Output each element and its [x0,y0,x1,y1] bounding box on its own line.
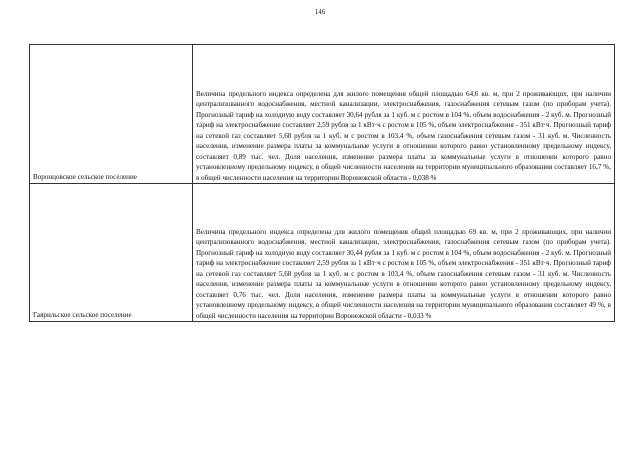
indices-table [29,44,615,322]
table-row [30,184,615,322]
table-row [30,45,615,184]
index-description: Величина предельного индекса определена для жилого помещения общей площадью 69 кв. м, при 2 проживающих, при наличии централизованного водоснабжения, местной канализации, электроснабжения, газоснабжения сетевым газом (по приборам учета). Прогнозный тариф на холодную воду составляет 30,44 рубля за 1 куб. м с ростом в 104 %, объем водоснабжения - 2 куб. м. Прогнозный тариф на электроснабжение составляет 2,59 рубля за 1 кВт·ч с ростом в 105 %, объем электроснабжения - 351 кВт·ч. Прогнозный тариф на сетевой газ составляет 5,68 рубля за 1 куб. м с ростом в 103,4 %, объем газоснабжения сетевым газом - 31 куб. м. Численность населения, изменение размера платы за коммунальные услуги в отношении которого равно установленному предельному индексу, составляет 0,76 тыс. чел. Доля населения, изменение размера платы за коммунальные услуги в отношении которого равно установленному предельному индексу, в общей численности населения на территории муниципального образования составляет 49 %, в общей численности населения на территории Воронежской области - 0,033 % [196,227,611,320]
page-number: 146 [314,8,326,16]
settlement-name: Воронцовское сельское поселение [33,173,137,181]
description-cell [193,45,615,184]
settlement-name-cell [30,184,193,322]
settlement-name-cell [30,45,193,184]
description-cell [193,184,615,322]
index-description: Величина предельного индекса определена для жилого помещения общей площадью 64,6 кв. м, при 2 проживающих, при наличии централизованного водоснабжения, местной канализации, электроснабжения, газоснабжения сетевым газом (по приборам учета). Прогнозный тариф на холодную воду составляет 30,64 рубля за 1 куб. м с ростом в 104 %, объем водоснабжения - 2 куб. м. Прогнозный тариф на электроснабжение составляет 2,59 рубля за 1 кВт·ч с ростом в 105 %, объем электроснабжения - 351 кВт·ч. Прогнозный тариф на сетевой газ составляет 5,68 рубля за 1 куб. м с ростом в 103,4 %, объем газоснабжения сетевым газом - 31 куб. м. Численность населения, изменение размера платы за коммунальные услуги в отношении которого равно установленному предельному индексу, составляет 0,89 тыс. чел. Доля населения, изменение размера платы за коммунальные услуги в отношении которого равно установленному предельному индексу, в общей численности населения на территории муниципального образования составляет 16,7 %, в общей численности населения на территории Воронежской области - 0,038 % [196,89,611,182]
settlement-name: Гаврильское сельское поселение [33,311,132,319]
